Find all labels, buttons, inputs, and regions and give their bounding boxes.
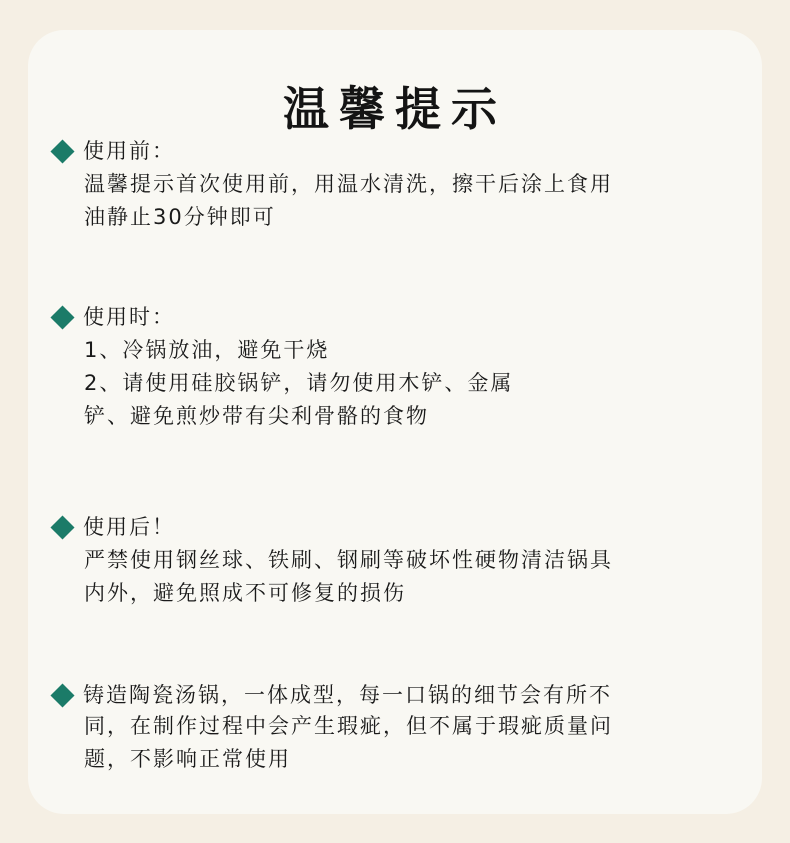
body-line: 同，在制作过程中会产生瑕疵，但不属于瑕疵质量问 (84, 714, 613, 738)
body-line: 1、冷锅放油，避免干烧 (84, 338, 330, 362)
section-body (84, 710, 730, 776)
diamond-icon (50, 305, 74, 329)
section-heading (50, 680, 730, 710)
section-body (84, 544, 730, 610)
body-line: 内外，避免照成不可修复的损伤 (84, 581, 406, 605)
section-heading (50, 302, 730, 332)
section-heading-label: 使用前： (83, 139, 175, 163)
diamond-icon (50, 683, 74, 707)
body-line: 2、请使用硅胶锅铲，请勿使用木铲、金属 (84, 371, 514, 395)
section-heading (50, 512, 730, 542)
section-heading-label: 铸造陶瓷汤锅，一体成型，每一口锅的细节会有所不 (83, 683, 612, 707)
section-heading-label: 使用后！ (83, 515, 175, 539)
section-body (84, 334, 730, 433)
diamond-icon (50, 139, 74, 163)
section-after-use (50, 512, 730, 610)
section-during-use (50, 302, 730, 433)
section-heading-label: 使用时： (83, 305, 175, 329)
section-heading (50, 136, 730, 166)
body-line: 温馨提示首次使用前，用温水清洗，擦干后涂上食用 (84, 172, 613, 196)
body-line: 题，不影响正常使用 (84, 747, 291, 771)
body-line: 油静止30分钟即可 (84, 205, 276, 229)
body-line: 严禁使用钢丝球、铁刷、钢刷等破坏性硬物清洁锅具 (84, 548, 613, 572)
page-title: 温馨提示 (283, 82, 507, 136)
section-casting-note (50, 680, 730, 776)
diamond-icon (50, 515, 74, 539)
body-line: 铲、避免煎炒带有尖利骨骼的食物 (84, 404, 429, 428)
tips-card (28, 30, 762, 814)
section-before-use (50, 136, 730, 234)
section-body (84, 168, 730, 234)
